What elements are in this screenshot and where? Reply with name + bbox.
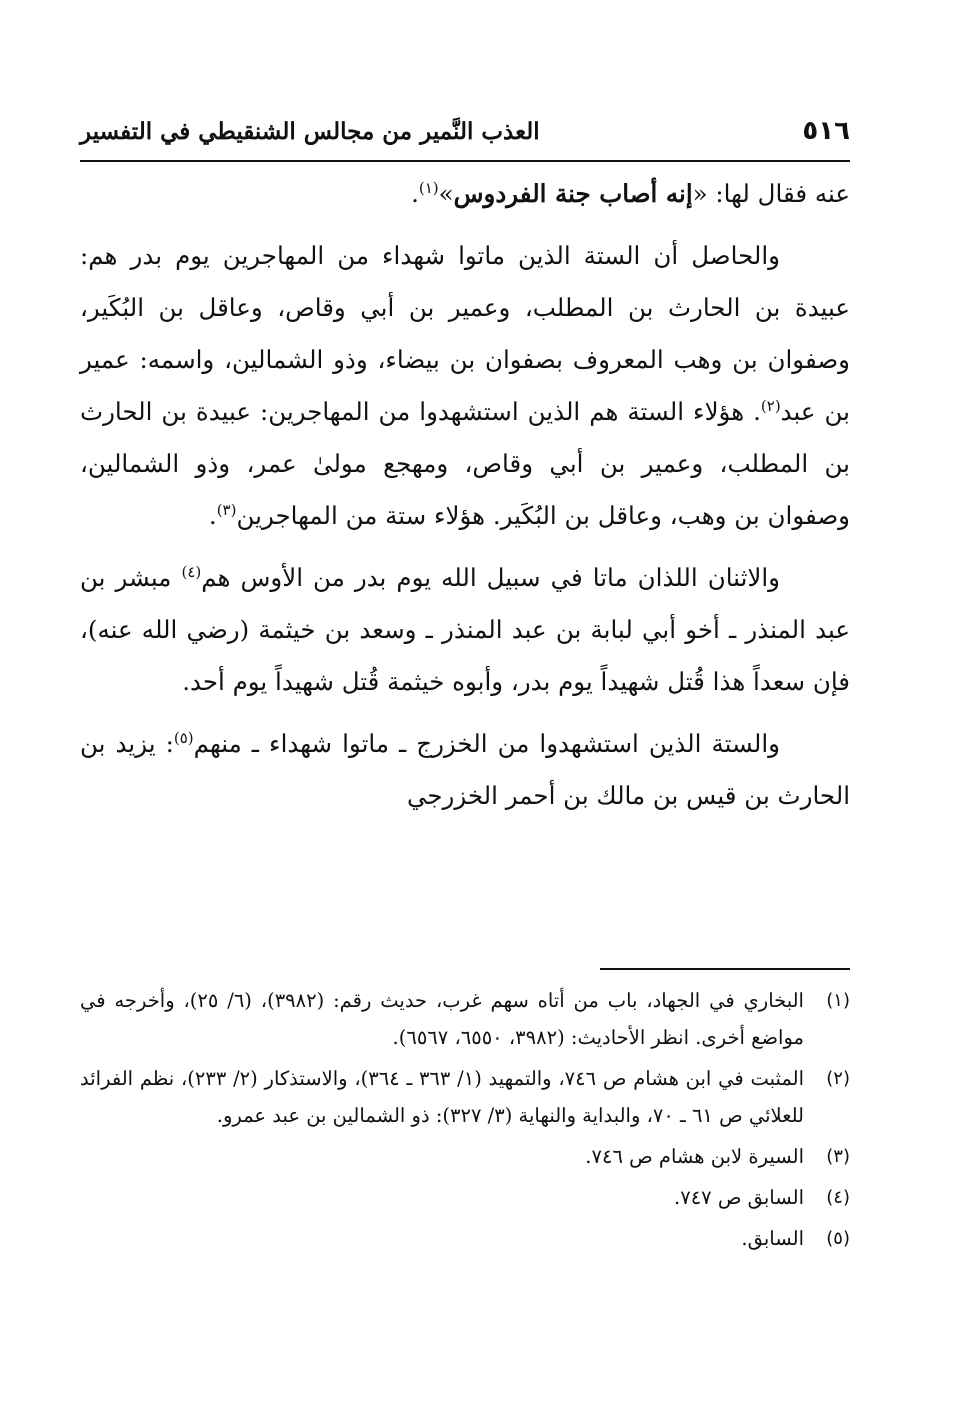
footnote-number: (٤) xyxy=(826,1187,850,1208)
hadith-quote: إنه أصاب جنة الفردوس xyxy=(453,179,693,208)
running-title: العذب النَّمير من مجالس الشنقيطي في التفسير xyxy=(80,118,540,145)
quote-close: » xyxy=(438,179,454,208)
page-number: ٥١٦ xyxy=(802,116,850,146)
footnote-ref-2[interactable]: (٢) xyxy=(760,396,781,415)
footnote-text: البخاري في الجهاد، باب من أتاه سهم غرب، حديث رقم: (٣٩٨٢)، (٦/ ٢٥)، وأخرجه في مواضع أخرى. انظر الأحاديث: (٣٩٨٢، ٦٥٥٠، ٦٥٦٧). xyxy=(80,989,804,1049)
footnote-number: (٣) xyxy=(826,1146,850,1167)
footnote-ref-5[interactable]: (٥) xyxy=(173,728,194,747)
footnote-item xyxy=(80,1220,850,1257)
page-header xyxy=(80,112,850,162)
footnote-ref-1[interactable]: (١) xyxy=(418,178,439,197)
paragraph-4 xyxy=(80,718,850,822)
paragraph-4-part-b: : يزيد بن الحارث بن قيس بن مالك بن أحمر الخزرجي xyxy=(80,729,850,810)
paragraph-3-part-a: والاثنان اللذان ماتا في سبيل الله يوم بدر من الأوس هم xyxy=(201,563,781,592)
paragraph-2-part-a: والحاصل أن الستة الذين ماتوا شهداء من المهاجرين يوم بدر هم: عبيدة بن الحارث بن المطلب، وعمير بن أبي وقاص، وعاقل بن البُكَير، وصفوان بن وهب المعروف بصفوان بن بيضاء، وذو الشمالين، واسمه: عمير بن عبد xyxy=(80,241,850,426)
paragraph-3 xyxy=(80,552,850,708)
footnote-text: السابق. xyxy=(741,1227,804,1250)
footnote-divider xyxy=(600,968,850,970)
footnote-text: السيرة لابن هشام ص ٧٤٦. xyxy=(585,1145,804,1168)
footnote-number: (١) xyxy=(826,990,850,1011)
footnote-number: (٢) xyxy=(826,1068,850,1089)
footnote-text: السابق ص ٧٤٧. xyxy=(674,1186,804,1209)
main-text xyxy=(80,168,850,822)
footnote-number: (٥) xyxy=(826,1228,850,1249)
footnote-ref-3[interactable]: (٣) xyxy=(216,500,237,519)
paragraph-1 xyxy=(80,168,850,220)
paragraph-2-end: . xyxy=(208,501,217,530)
footnote-item xyxy=(80,1179,850,1216)
footnote-item xyxy=(80,982,850,1056)
paragraph-2-part-b: . هؤلاء الستة هم الذين استشهدوا من المهاجرين: عبيدة بن الحارث بن المطلب، وعمير بن أبي وقاص، ومهجع مولىٰ عمر، وذو الشمالين، وصفوان بن وهب، وعاقل بن البُكَير. هؤلاء ستة من المهاجرين xyxy=(80,397,850,530)
paragraph-1-end: . xyxy=(411,179,419,208)
footnotes xyxy=(80,982,850,1261)
footnote-text: المثبت في ابن هشام ص ٧٤٦، والتمهيد (١/ ٣٦٣ ـ ٣٦٤)، والاستذكار (٢/ ٢٣٣)، نظم الفرائد للعلائي ص ٦١ ـ ٧٠، والبداية والنهاية (٣/ ٣٢٧): ذو الشمالين بن عبد عمرو. xyxy=(80,1067,805,1127)
paragraph-1-start: عنه فقال لها: « xyxy=(692,179,850,208)
footnote-item xyxy=(80,1060,850,1134)
book-page xyxy=(80,0,850,1411)
footnote-item xyxy=(80,1138,850,1175)
paragraph-4-part-a: والستة الذين استشهدوا من الخزرج ـ ماتوا شهداء ـ منهم xyxy=(193,729,780,758)
footnote-ref-4[interactable]: (٤) xyxy=(181,562,202,581)
paragraph-2 xyxy=(80,230,850,542)
paragraph-3-part-b: مبشر بن عبد المنذر ـ أخو أبي لبابة بن عبد المنذر ـ وسعد بن خيثمة (رضي الله عنه)، فإن سعداً هذا قُتل شهيداً يوم بدر، وأبوه خيثمة قُتل شهيداً يوم أحد. xyxy=(80,563,850,696)
